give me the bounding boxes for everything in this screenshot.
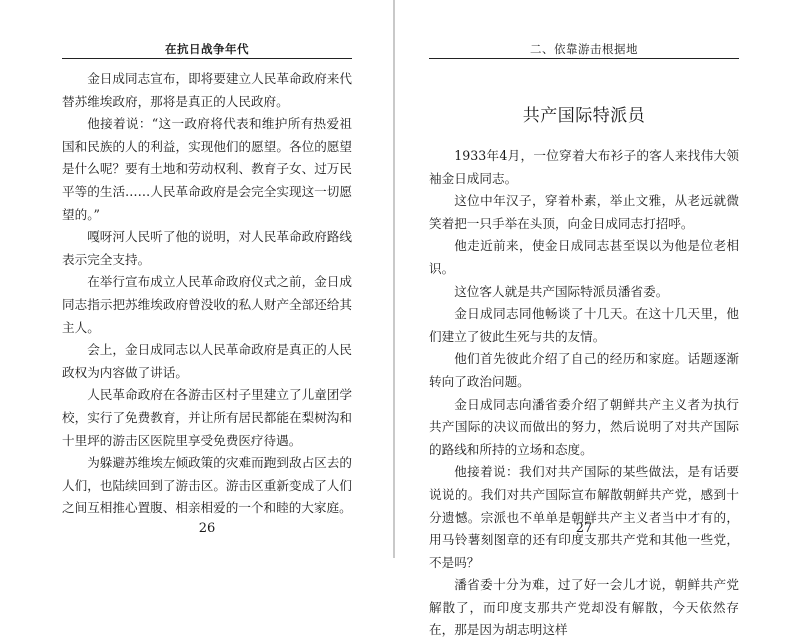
paragraph: 这位中年汉子，穿着朴素，举止文雅，从老远就微笑着把一只手举在头顶，向金日成同志打招呼。: [429, 193, 739, 231]
paragraph: 这位客人就是共产国际特派员潘省委。: [454, 283, 669, 299]
paragraph: 会上，金日成同志以人民革命政府是真正的人民政权为内容做了讲话。: [62, 342, 352, 380]
paragraph: 他走近前来，使金日成同志甚至误以为他是位老相识。: [429, 238, 739, 276]
paragraph: 他接着说：“这一政府将代表和维护所有热爱祖国和民族的人的利益，实现他们的愿望。各位的愿望是什么呢？要有土地和劳动权利、教育子女、过万民平等的生活……人民革命政府是会完全实现这一切愿望的。”: [62, 116, 352, 222]
header-rule: [429, 58, 739, 59]
paragraph: 金日成同志向潘省委介绍了朝鲜共产主义者为执行共产国际的决议而做出的努力，然后说明了对共产国际的路线和所持的立场和态度。: [429, 396, 739, 457]
paragraph: 他接着说：我们对共产国际的某些做法，是有话要说说的。我们对共产国际宣布解散朝鲜共产党，感到十分遗憾。宗派也不单单是朝鲜共产主义者当中才有的，用马铃薯刻图章的还有印度支那共产党和其他一些党，不是吗？: [429, 464, 739, 570]
running-head: 二、依靠游击根据地: [530, 42, 638, 56]
running-head: 在抗日战争年代: [165, 42, 249, 56]
body-text: [62, 68, 352, 520]
body-text: [429, 145, 739, 642]
paragraph: 潘省委十分为难，过了好一会儿才说，朝鲜共产党解散了，而印度支那共产党却没有解散，今天依然存在，那是因为胡志明这样: [429, 577, 739, 638]
paragraph: 他们首先彼此介绍了自己的经历和家庭。话题逐渐转向了政治问题。: [429, 351, 739, 389]
page-number: 27: [575, 521, 593, 536]
left-page: [0, 0, 393, 558]
page-number: 26: [198, 521, 216, 536]
paragraph: 为躲避苏维埃左倾政策的灾难而跑到敌占区去的人们，也陆续回到了游击区。游击区重新变成了人们之间互相推心置腹、相亲相爱的一个和睦的大家庭。: [62, 455, 352, 516]
section-title: 共产国际特派员: [522, 106, 646, 126]
header-rule: [62, 58, 352, 59]
right-page: [395, 0, 787, 638]
paragraph: 金日成同志同他畅谈了十几天。在这十几天里，他们建立了彼此生死与共的友情。: [429, 306, 739, 344]
paragraph: 嘎呀河人民听了他的说明，对人民革命政府路线表示完全支持。: [62, 229, 352, 267]
paragraph: 金日成同志宣布，即将要建立人民革命政府来代替苏维埃政府，那将是真正的人民政府。: [62, 71, 352, 109]
paragraph: 在举行宣布成立人民革命政府仪式之前，金日成同志指示把苏维埃政府曾没收的私人财产全部还给其主人。: [62, 274, 352, 335]
paragraph: 人民革命政府在各游击区村子里建立了儿童团学校，实行了免费教育，并让所有居民都能在梨树沟和十里坪的游击区医院里享受免费医疗待遇。: [62, 387, 352, 448]
paragraph: 1933年4月，一位穿着大布衫子的客人来找伟大领袖金日成同志。: [429, 148, 739, 186]
